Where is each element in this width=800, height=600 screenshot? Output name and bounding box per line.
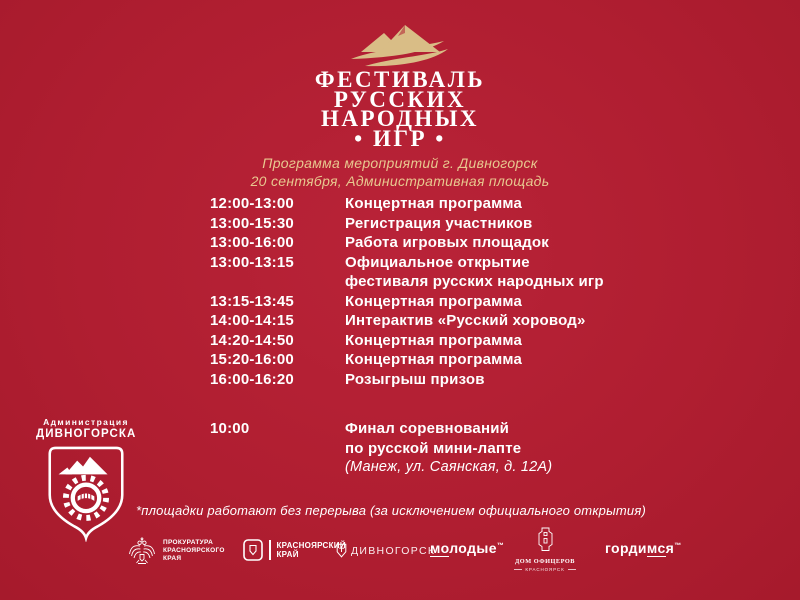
title-line: ФЕСТИВАЛЬ — [314, 67, 486, 92]
divnogorsk-mini-shield-icon — [336, 543, 347, 558]
final-event-time: 10:00 — [210, 420, 250, 437]
schedule-time: 13:00-13:15 — [210, 253, 294, 271]
double-headed-eagle-icon — [127, 536, 157, 566]
poster-subtitle — [0, 155, 800, 190]
final-event-row — [210, 419, 552, 478]
schedule-row — [210, 233, 604, 253]
partner-gordimsya-logo: гордимся™ — [605, 540, 682, 556]
schedule-row — [210, 331, 604, 351]
schedule-row — [210, 370, 604, 390]
schedule-event: Концертная программа — [345, 351, 523, 368]
prosecutor-label: ПРОКУРАТУРА КРАСНОЯРСКОГО КРАЯ — [163, 539, 225, 562]
divider — [269, 540, 271, 560]
poster-title — [0, 67, 800, 151]
divnogorsk-partner-label: ДИВНОГОРСК — [351, 544, 436, 557]
administration-label: Администрация — [43, 417, 129, 427]
partner-logos-row — [0, 527, 800, 582]
title-line: РУССКИХ — [333, 86, 467, 112]
footnote-text: *площадки работают без перерыва (за исключением официального открытия) — [136, 503, 647, 518]
officers-house-icon — [538, 527, 553, 552]
divnogorsk-label: ДИВНОГОРСКА — [36, 428, 137, 440]
schedule-event: Интерактив «Русский хоровод» — [345, 312, 586, 329]
partner-molodye-logo: молодые™ — [430, 540, 505, 556]
schedule-time: 13:00-15:30 — [210, 214, 294, 232]
poster-header — [0, 22, 800, 190]
partner-dom-ofitserov-logo — [514, 527, 576, 572]
partner-divnogorsk-logo — [336, 543, 435, 558]
krai-label: КРАСНОЯРСКИЙ КРАЙ — [276, 540, 346, 559]
schedule-list — [210, 194, 604, 389]
partner-krasnoyarsk-krai-logo — [243, 539, 346, 561]
dom-ofitserov-sublabel: КРАСНОЯРСК — [514, 567, 576, 572]
trademark-sign: ™ — [496, 542, 505, 550]
schedule-time: 13:15-13:45 — [210, 292, 294, 310]
title-line: НАРОДНЫХ — [320, 106, 480, 131]
schedule-time: 16:00-16:20 — [210, 370, 294, 388]
schedule-event: Концертная программа — [345, 195, 523, 212]
schedule-event: Регистрация участников — [345, 214, 533, 232]
schedule-time: 15:20-16:00 — [210, 351, 294, 368]
trademark-sign: ™ — [674, 542, 682, 550]
schedule-event: Концертная программа — [345, 292, 523, 310]
schedule-event: Розыгрыш призов — [345, 370, 485, 388]
schedule-row — [210, 194, 604, 214]
final-event-venue: (Манеж, ул. Саянская, д. 12А) — [345, 459, 553, 475]
schedule-event: Работа игровых площадок — [345, 234, 549, 251]
schedule-row — [210, 214, 604, 234]
schedule-row — [210, 311, 604, 331]
schedule-time: 14:00-14:15 — [210, 312, 294, 329]
schedule-time: 12:00-13:00 — [210, 195, 294, 212]
schedule-time: 13:00-16:00 — [210, 234, 294, 251]
final-event-desc: Финал соревнований по русской мини-лапте (Манеж, ул. Саянская, д. 12А) — [345, 419, 552, 478]
schedule-row — [210, 253, 604, 292]
schedule-time: 14:20-14:50 — [210, 331, 294, 349]
schedule-event: Официальное открытие фестиваля русских народных игр — [345, 253, 604, 290]
schedule-event: Концертная программа — [345, 331, 523, 349]
dom-ofitserov-label: ДОМ ОФИЦЕРОВ — [514, 558, 576, 565]
schedule-row — [210, 350, 604, 370]
title-line: • ИГР • — [354, 125, 446, 151]
mountains-logo-icon — [347, 22, 453, 68]
subtitle-line: Программа мероприятий г. Дивногорск — [262, 155, 538, 171]
subtitle-line: 20 сентября, Административная площадь — [250, 172, 550, 189]
schedule-row — [210, 292, 604, 312]
partner-prosecutor-logo — [127, 536, 225, 566]
krai-shield-icon — [243, 539, 263, 561]
